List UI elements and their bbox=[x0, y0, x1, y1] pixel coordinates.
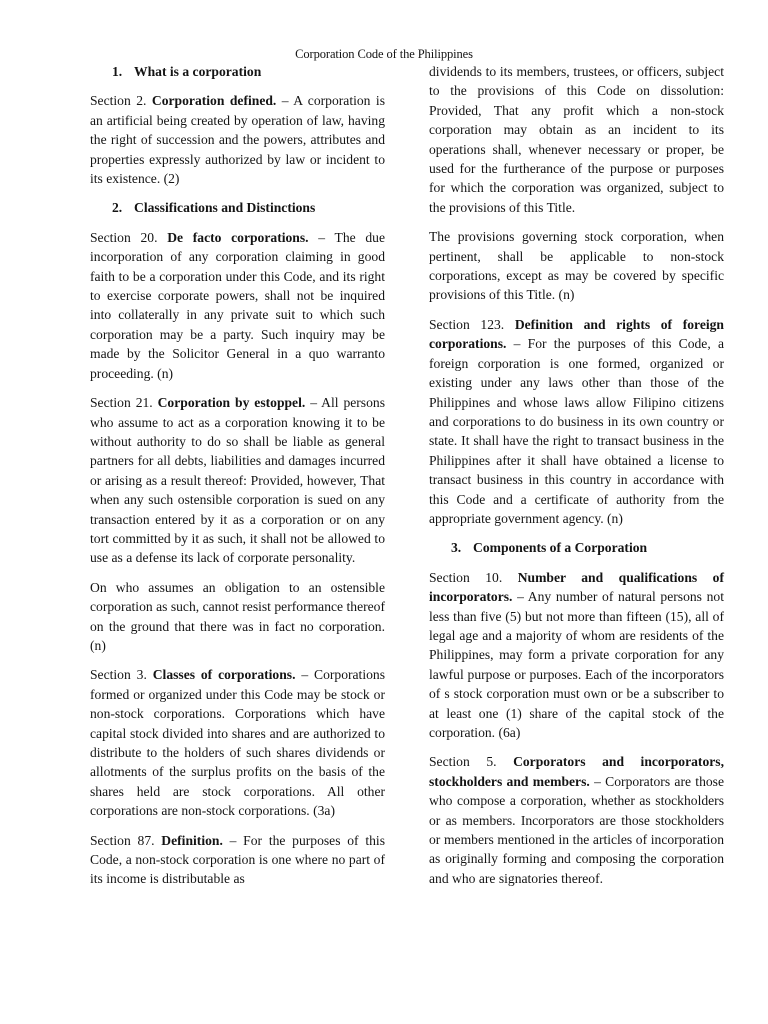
section-label: Section 123. bbox=[429, 316, 515, 332]
section-3-paragraph bbox=[90, 665, 385, 820]
section-title: Classes of corporations. bbox=[152, 667, 296, 683]
heading-title: Classifications and Distinctions bbox=[134, 200, 316, 216]
ostensible-corporation-paragraph: On who assumes an obligation to an ostensible corporation as such, cannot resist performance thereof on the ground that there was in fact no corporation. (n) bbox=[90, 579, 385, 653]
section-label: Section 21. bbox=[90, 395, 158, 411]
right-column bbox=[429, 62, 724, 898]
section-body: – For the purposes of this Code, a foreign corporation is one formed, organized or existing under any laws other than those of the Philippines and whose laws allow Filipino citizens and corporations to do business in its own country or state. It shall have the right to transact business in the Philippines after it shall have obtained a license to transact business in this country in accordance with this Code and a certificate of authority from the appropriate government agency. (n) bbox=[429, 336, 724, 526]
section-87-continued-paragraph: dividends to its members, trustees, or officers, subject to the provisions of this Code on dissolution: Provided, That any profit which a non-stock corporation may obtain as an incident to its operations shall, whenever necessary or proper, be used for the furtherance of the purpose or purposes for which the corporation was organized, subject to the provisions of this Title. bbox=[429, 64, 724, 215]
section-5-paragraph bbox=[429, 752, 724, 888]
section-title: Definition. bbox=[161, 832, 223, 848]
section-body: – Corporations formed or organized under this Code may be stock or non-stock corporations. Corporations which have capital stock divided into shares and are authorized to distribute to the holders of such shares dividends or allotments of the surplus profits on the basis of the shares held are stock corporations. All other corporations are non-stock corporations. (3a) bbox=[90, 667, 385, 819]
heading-number: 2. bbox=[112, 200, 123, 216]
section-87-paragraph bbox=[90, 831, 385, 889]
left-column bbox=[90, 62, 385, 899]
stock-provisions-paragraph: The provisions governing stock corporation, when pertinent, shall be applicable to non-stock corporations, except as may be covered by specific provisions of this Title. (n) bbox=[429, 229, 724, 303]
heading-title: Components of a Corporation bbox=[473, 540, 648, 556]
heading-what-is-a-corporation bbox=[90, 62, 385, 81]
section-body: – Any number of natural persons not less than five (5) but not more than fifteen (15), all of legal age and a majority of whom are residents of the Philippines, may form a private corporation for any lawful purpose or purposes. Each of the incorporators of s stock corporation must own or be a subscriber to at least one (1) share of the capital stock of the corporation. (6a) bbox=[429, 589, 724, 740]
section-body: – The due incorporation of any corporation claiming in good faith to be a corporation under this Code, and its right to exercise corporate powers, shall not be inquired into collaterally in any private suit to which such corporation may be a party. Such inquiry may be made by the Solicitor General in a quo warranto proceeding. (n) bbox=[90, 229, 385, 381]
section-body: – A corporation is an artificial being created by operation of law, having the right of succession and the powers, attributes and properties expressly authorized by law or incident to its existence. (2) bbox=[90, 93, 385, 187]
heading-number: 1. bbox=[112, 64, 123, 79]
section-21-paragraph bbox=[90, 393, 385, 568]
page-header: Corporation Code of the Philippines bbox=[295, 47, 473, 61]
section-20-paragraph bbox=[90, 228, 385, 383]
heading-number: 3. bbox=[451, 540, 462, 556]
heading-components bbox=[429, 538, 724, 557]
section-label: Section 10. bbox=[429, 569, 518, 585]
section-2-paragraph bbox=[90, 91, 385, 188]
section-label: Section 20. bbox=[90, 229, 168, 245]
heading-title: What is a corporation bbox=[134, 64, 262, 79]
section-label: Section 5. bbox=[429, 754, 514, 770]
section-title: Corporation by estoppel. bbox=[157, 395, 306, 411]
section-body: – For the purposes of this Code, a non-stock corporation is one where no part of its income is distributable as bbox=[90, 832, 385, 887]
section-body: – Corporators are those who compose a corporation, whether as stockholders or as members. Incorporators are those stockholders or members mentioned in the articles of incorporation as originally forming and composing the corporation and who are signatories thereof. bbox=[429, 773, 724, 886]
section-title: De facto corporations. bbox=[167, 229, 309, 245]
heading-classifications bbox=[90, 198, 385, 217]
section-label: Section 3. bbox=[90, 667, 153, 683]
section-title: Corporators and incorporators, stockholders and members. bbox=[429, 754, 724, 789]
section-123-paragraph bbox=[429, 315, 724, 528]
section-label: Section 2. bbox=[90, 93, 152, 109]
section-title: Definition and rights of foreign corporations. bbox=[429, 316, 724, 352]
section-label: Section 87. bbox=[90, 832, 162, 848]
section-title: Corporation defined. bbox=[151, 93, 277, 109]
section-10-paragraph bbox=[429, 568, 724, 743]
section-body: – All persons who assume to act as a corporation knowing it to be without authority to do so shall be liable as general partners for all debts, liabilities and damages incurred or arising as a result thereof: Provided, however, That when any such ostensible corporation is sued on any transaction entered by it as a corporation or on any tort committed by it as such, it shall not be allowed to use as a defense its lack of corporate personality. bbox=[90, 395, 385, 566]
section-title: Number and qualifications of incorporators. bbox=[429, 569, 724, 605]
